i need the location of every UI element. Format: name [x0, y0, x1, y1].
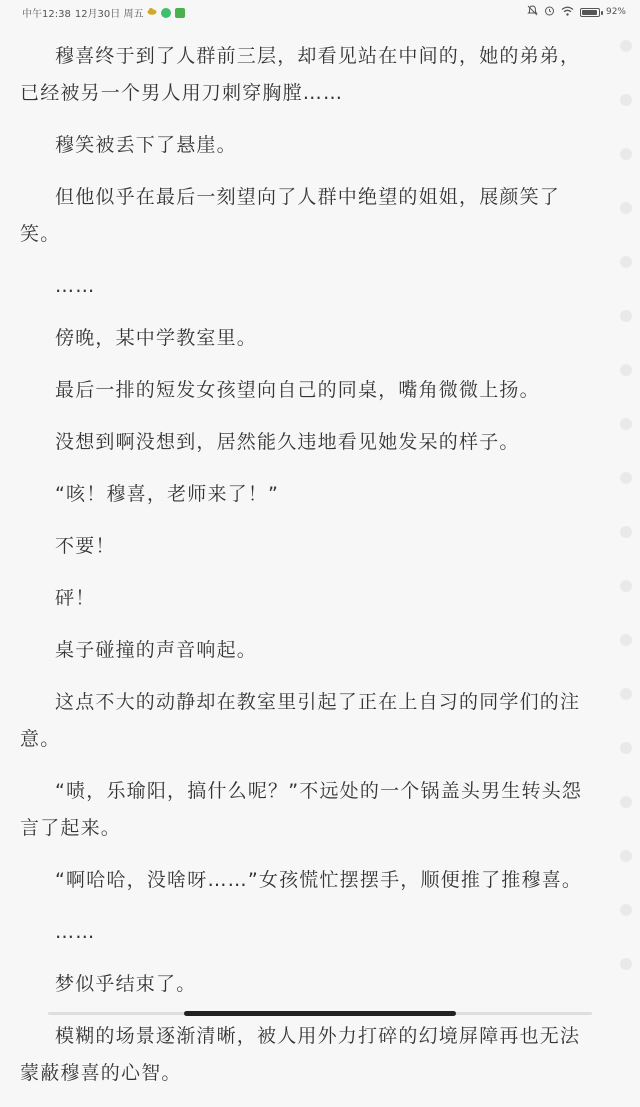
gesture-bar[interactable]	[0, 1010, 640, 1024]
cloud-icon	[147, 7, 157, 18]
home-indicator[interactable]	[184, 1011, 456, 1016]
binder-hole	[620, 580, 632, 592]
binder-hole	[620, 202, 632, 214]
wifi-icon	[561, 6, 574, 19]
paragraph: 没想到啊没想到，居然能久违地看见她发呆的样子。	[55, 431, 520, 453]
status-time: 中午12:38	[22, 9, 71, 20]
paragraph: 砰！	[55, 587, 96, 609]
status-right	[527, 5, 626, 19]
binder-hole	[620, 418, 632, 430]
paragraph: “啧，乐瑜阳，搞什么呢？”不远处的一个锅盖头男生转头怨言了起来。	[20, 780, 583, 839]
battery-fill	[582, 10, 597, 15]
binder-hole	[620, 472, 632, 484]
page-holes	[620, 40, 634, 1000]
battery-icon	[580, 8, 600, 17]
status-left	[22, 5, 185, 20]
binder-hole	[620, 742, 632, 754]
paragraph: 穆喜终于到了人群前三层，却看见站在中间的，她的弟弟，已经被另一个男人用刀刺穿胸膛……	[20, 45, 581, 104]
paragraph: “咳！穆喜，老师来了！”	[55, 483, 280, 505]
binder-hole	[620, 148, 632, 160]
paragraph: 不要！	[55, 535, 116, 557]
paragraph: 傍晚，某中学教室里。	[55, 327, 258, 349]
binder-hole	[620, 850, 632, 862]
binder-hole	[620, 256, 632, 268]
paragraph: 模糊的场景逐渐清晰，被人用外力打碎的幻境屏障再也无法蒙蔽穆喜的心智。	[20, 1025, 581, 1084]
headset-icon	[161, 8, 171, 18]
reading-content	[20, 38, 600, 1107]
status-bar	[0, 0, 640, 24]
status-date: 12月30日 周五	[74, 9, 144, 20]
binder-hole	[620, 904, 632, 916]
paragraph: 梦似乎结束了。	[55, 973, 197, 995]
binder-hole	[620, 958, 632, 970]
paragraph: 这点不大的动静却在教室里引起了正在上自习的同学们的注意。	[20, 691, 581, 750]
paragraph: ……	[55, 275, 96, 297]
binder-hole	[620, 364, 632, 376]
binder-hole	[620, 94, 632, 106]
app-icon	[175, 8, 185, 18]
paragraph: 但他似乎在最后一刻望向了人群中绝望的姐姐，展颜笑了笑。	[20, 186, 561, 245]
binder-hole	[620, 796, 632, 808]
binder-hole	[620, 310, 632, 322]
alarm-icon	[544, 5, 555, 19]
paragraph: “啊哈哈，没啥呀……”女孩慌忙摆摆手，顺便推了推穆喜。	[55, 869, 583, 891]
paragraph: 最后一排的短发女孩望向自己的同桌，嘴角微微上扬。	[55, 379, 540, 401]
paragraph: 穆笑被丢下了悬崖。	[55, 134, 237, 156]
binder-hole	[620, 634, 632, 646]
mute-icon	[527, 5, 538, 19]
binder-hole	[620, 40, 632, 52]
battery-percentage: 92%	[605, 7, 626, 17]
binder-hole	[620, 526, 632, 538]
paragraph: 桌子碰撞的声音响起。	[55, 639, 258, 661]
binder-hole	[620, 688, 632, 700]
paragraph: ……	[55, 921, 96, 943]
